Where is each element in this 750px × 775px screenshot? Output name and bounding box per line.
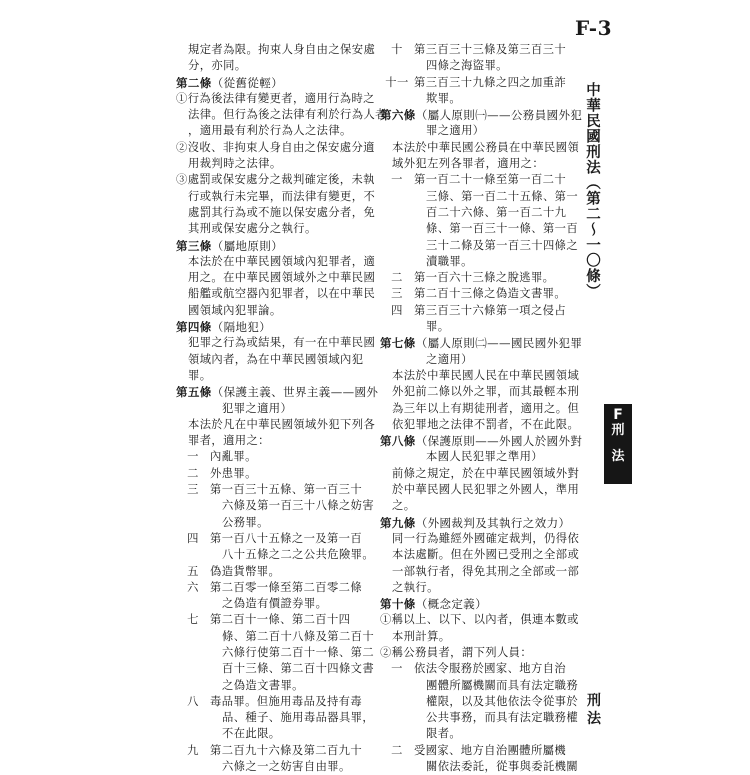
text-line: 公務罪。 [222,515,269,529]
text-line: 規定者為限。拘束人身自由之保安處 [188,43,376,56]
tab-char: 刑 [611,423,625,438]
left-column [176,42,387,775]
text-line: ①稱以上、以下、以內者，俱連本數或 [380,613,579,627]
enum-item [380,303,573,336]
text-line: 第二百零一條至第二百零二條 [210,580,363,594]
article-number: 第十條 [380,597,416,612]
article-number: 第五條 [176,385,212,400]
enum-item [176,466,369,482]
footer-char: 法 [587,711,601,727]
enum-item [176,612,375,693]
text-line: 第一百三十五條、第一百三十 [210,483,363,497]
text-line: 欺罪。 [426,91,462,105]
text-line: 第三百三十三條及第三百三十 [414,43,567,56]
text-line: 依法令服務於國家、地方自治 [414,662,567,676]
tab-char: 法 [611,449,625,464]
section-thumb-tab [604,404,632,484]
text-line: 同一行為雖經外國確定裁判，仍得依 [392,531,580,545]
text-line: 第二百十三條之偽造文書罪。 [414,287,567,301]
text-line: 罪。 [426,320,450,334]
article-title: （屬地原則） [211,238,284,253]
text-line: 前條之規定，於在中華民國領域外對 [392,466,580,480]
text-line: 毒品罪。但施用毒品及持有毒 [210,694,363,708]
text-line: ③處罰或保安處分之裁判確定後，未執 [176,173,375,187]
article-heading [380,107,583,123]
text-line: 第一百六十三條之脫逃罪。 [414,271,555,285]
enum-number: 三 [187,483,199,497]
enum-number: 八 [187,694,199,708]
article-title-cont: 罪之適用） [426,124,485,138]
article-number: 第四條 [176,320,212,335]
article-heading [380,515,573,531]
text-line: 品、種子、施用毒品器具罪， [222,711,375,725]
text-line: 內亂罪。 [210,450,257,464]
enum-item [380,172,579,270]
enum-number: 四 [187,531,199,545]
text-line: 本法於凡在中華民國領域外犯下列各 [188,417,376,431]
article-title: （屬人原則㈠——公務員國外犯 [415,108,583,123]
text-line: 處罰其行為或不施以保安處分者，免 [188,205,376,219]
text-line: 為三年以上有期徒刑者，適用之。但 [392,401,580,415]
enum-number: 四 [391,303,403,317]
text-line: 條、第二百十八條及第二百十 [222,629,375,643]
enum-item [176,449,369,465]
article-title: （保護原則——外國人於國外對 [415,434,583,449]
text-line: 分，亦同。 [188,59,247,73]
enum-number: 七 [187,613,199,627]
article-heading [176,75,369,91]
enum-number: 三 [391,287,403,301]
text-line: 外患罪。 [210,466,257,480]
enum-number: 一 [391,173,403,187]
text-line: 本刑計算。 [392,629,451,643]
text-line: ①行為後法律有變更者，適用行為時之 [176,91,375,105]
enum-item [380,661,579,742]
text-line: 偽造貨幣罪。 [210,564,281,578]
running-title: 中華民國刑法（第二～一〇條） [584,82,601,299]
article-title-cont: 本國人民犯罪之準用） [426,450,543,464]
text-line: 用裁判時之法律。 [188,157,282,171]
enum-number: 二 [187,466,199,480]
text-line: 依犯罪地之法律不罰者，不在此限。 [392,417,580,431]
text-line: 三條、第一百二十五條、第一 [426,189,579,203]
enum-number: 五 [187,564,199,578]
right-column [380,42,583,775]
text-line: 國領域內犯罪論。 [188,303,282,317]
text-line: 瀆職罪。 [426,254,473,268]
enum-item [380,75,573,108]
text-line: ，適用最有利於行為人之法律。 [188,124,352,138]
text-line: 法律。但行為後之法律有利於行為人者 [188,108,387,122]
text-line: 不在此限。 [222,727,281,741]
article-title: （從舊從輕） [211,75,284,90]
article-title: （屬人原則㈡——國民國外犯罪 [415,336,583,351]
enum-item [380,743,579,775]
article-heading [380,596,573,612]
article-title: （保護主義、世界主義——國外 [211,385,379,400]
text-line: 本法於中華民國人民在中華民國領域 [392,368,580,382]
enum-item [176,694,375,743]
article-number: 第八條 [380,434,416,449]
text-line: 本法處斷。但在外國已受刑之全部或 [392,548,580,562]
footer-section-label [585,692,603,728]
text-line: ②稱公務員者，謂下列人員： [380,645,533,659]
article-title: （隔地犯） [211,320,272,335]
text-line: 三十二條及第一百三十四條之 [426,238,579,252]
text-line: 外犯前二條以外之罪，而其最輕本刑 [392,385,580,399]
text-line: 罪。 [188,368,212,382]
text-line: 用之。在中華民國領域外之中華民國 [188,271,376,285]
text-line: 四條之海盜罪。 [426,59,508,73]
enum-item [380,286,573,302]
enum-item [176,580,369,613]
enum-number: 十一 [385,75,409,89]
enum-number: 一 [187,450,199,464]
text-line: 權限，以及其他依法令從事於 [426,694,579,708]
text-line: 第一百二十一條至第一百二十 [414,173,567,187]
text-line: 八十五條之二之公共危險罪。 [222,548,375,562]
text-line: 罪者，適用之： [188,434,270,448]
article-title: （概念定義） [415,597,488,612]
text-line: 之執行。 [392,580,439,594]
enum-item [380,42,573,75]
text-line: 於中華民國人民犯罪之外國人，準用 [392,483,580,497]
enum-item [176,564,369,580]
tab-code: F [613,407,623,423]
article-number: 第九條 [380,515,416,530]
enum-item [176,482,375,531]
article-title-cont: 之適用） [426,352,473,366]
enum-number: 二 [391,743,403,757]
enum-item [380,270,573,286]
text-line: 其刑或保安處分之執行。 [188,222,317,236]
text-line: 團體所屬機關而具有法定職務 [426,678,579,692]
text-line: 之偽造文書罪。 [222,678,304,692]
text-line: 限者。 [426,727,462,741]
article-heading [380,433,583,449]
text-line: 百二十六條、第一百二十九 [426,205,567,219]
article-title-cont: 犯罪之適用） [222,401,293,415]
text-line: 船艦或航空器內犯罪者，以在中華民 [188,287,376,301]
page-number: F-3 [575,16,613,40]
text-line: 第二百十一條、第二百十四 [210,613,351,627]
article-heading [176,238,369,254]
text-line: 條、第一百三十一條、第一百 [426,222,579,236]
article-heading [176,319,369,335]
text-line: 六條及第一百三十八條之妨害 [222,499,375,513]
enum-number: 二 [391,271,403,285]
text-line: 關依法委託，從事與委託機關 [426,760,579,774]
article-number: 第六條 [380,108,416,123]
text-line: 第三百三十九條之四之加重詐 [414,75,567,89]
text-line: 本法於中華民國公務員在中華民國領 [392,140,580,154]
text-line: 百十三條、第二百十四條文書 [222,662,375,676]
enum-item [176,531,375,564]
article-number: 第三條 [176,238,212,253]
enum-number: 十 [391,43,403,56]
text-line: 一部執行者，得免其刑之全部或一部 [392,564,580,578]
text-line: 之。 [392,499,416,513]
enum-number: 九 [187,743,199,757]
text-line: 域外犯左列各罪者，適用之： [392,157,545,171]
footer-char: 刑 [587,693,601,709]
enum-number: 一 [391,662,403,676]
article-heading [380,335,583,351]
enum-number: 六 [187,580,199,594]
article-heading [176,384,379,400]
text-line: 第三百三十六條第一項之侵占 [414,303,567,317]
text-line: 之偽造有價證券罪。 [222,597,328,611]
text-line: 第二百九十六條及第二百九十 [210,743,363,757]
article-number: 第二條 [176,75,212,90]
text-line: 行或執行未完畢，而法律有變更，不 [188,189,376,203]
text-line: 領域內者，為在中華民國領域內犯 [188,352,364,366]
text-line: 公共事務，而具有法定職務權 [426,711,579,725]
enum-item [176,743,369,775]
article-number: 第七條 [380,336,416,351]
text-line: 犯罪之行為或結果，有一在中華民國 [188,336,376,350]
text-line: 受國家、地方自治團體所屬機 [414,743,567,757]
article-title: （外國裁判及其執行之效力） [415,515,571,530]
text-line: ②沒收、非拘束人身自由之保安處分適 [176,140,375,154]
text-line: 本法於在中華民國領域內犯罪者，適 [188,254,376,268]
text-line: 六條行使第二百十一條、第二 [222,645,375,659]
text-line: 六條之一之妨害自由罪。 [222,760,351,774]
text-line: 第一百八十五條之一及第一百 [210,531,363,545]
